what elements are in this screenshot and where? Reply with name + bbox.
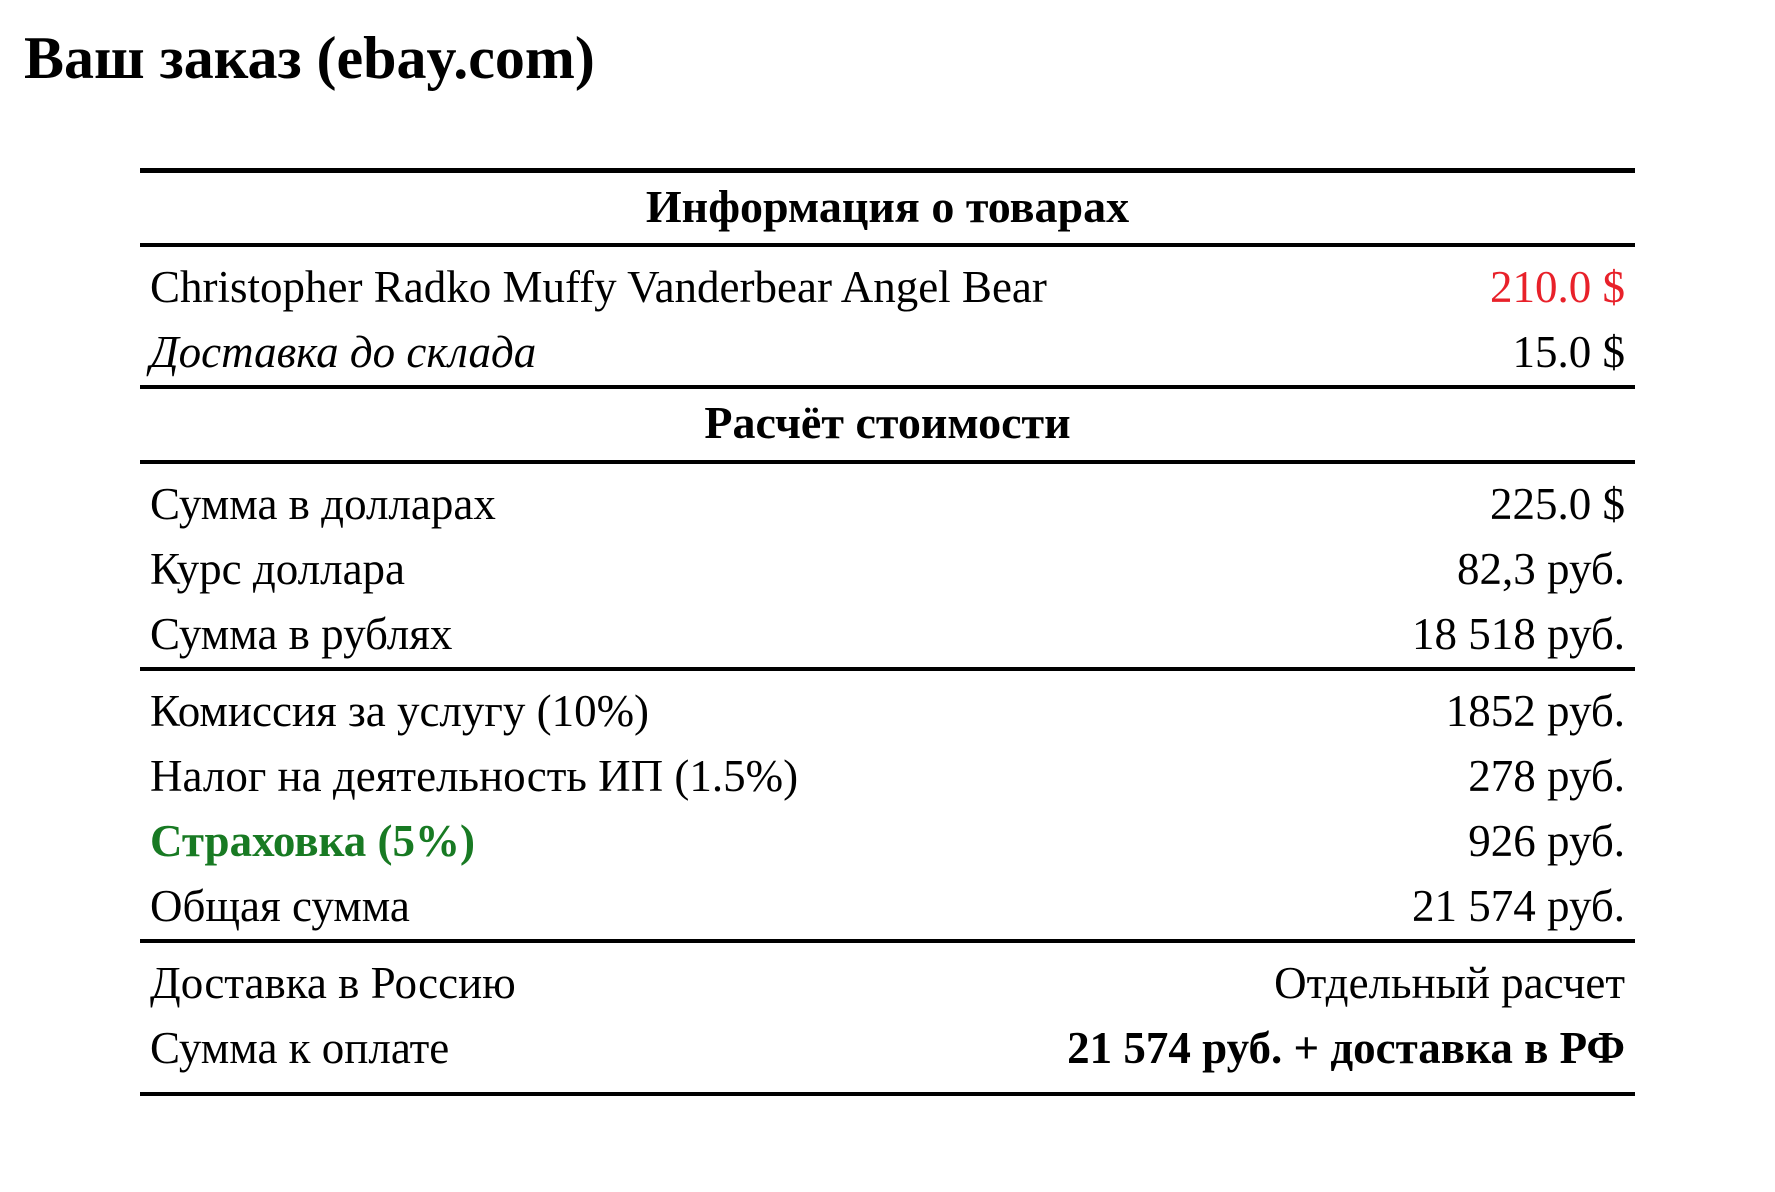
row-label: Комиссия за услугу (10%)	[150, 686, 650, 736]
row-label: Общая сумма	[150, 881, 410, 932]
table-row	[140, 602, 1635, 669]
row-label: Доставка в Россию	[150, 958, 516, 1009]
table-row	[140, 671, 1635, 744]
row-value: 21 574 руб. + доставка в РФ	[1067, 1023, 1625, 1074]
table-row-total	[140, 1016, 1635, 1081]
table-row	[140, 320, 1635, 387]
row-value: 1852 руб.	[1445, 686, 1625, 736]
table-row	[140, 537, 1635, 602]
row-value: 225.0 $	[1490, 478, 1625, 529]
row-label: Страховка (5%)	[150, 816, 476, 867]
row-label: Доставка до склада	[150, 327, 537, 378]
row-value: 926 руб.	[1468, 816, 1625, 867]
row-value: 210.0 $	[1490, 262, 1625, 313]
section-header-calculation	[140, 389, 1635, 461]
row-value: 15.0 $	[1512, 327, 1625, 378]
row-value: 18 518 руб.	[1412, 608, 1625, 659]
table-row	[140, 464, 1635, 537]
table-bottom-spacer	[140, 1082, 1635, 1094]
table-row	[140, 874, 1635, 941]
table-row	[140, 744, 1635, 809]
row-value: Отдельный расчет	[1274, 958, 1625, 1009]
table-row	[140, 943, 1635, 1016]
page-title: Ваш заказ (ebay.com)	[24, 25, 595, 91]
row-label: Курс доллара	[150, 543, 406, 594]
row-value: 278 руб.	[1468, 751, 1625, 802]
row-label: Christopher Radko Muffy Vanderbear Angel Bear	[150, 262, 1047, 313]
section-header-goods-label: Информация о товарах	[645, 181, 1130, 232]
row-value: 82,3 руб.	[1457, 543, 1625, 594]
table-row	[140, 247, 1635, 320]
row-label: Налог на деятельность ИП (1.5%)	[150, 751, 799, 802]
row-label: Сумма к оплате	[150, 1023, 450, 1074]
table-row-insurance	[140, 809, 1635, 874]
section-header-calculation-label: Расчёт стоимости	[704, 397, 1071, 449]
row-label: Сумма в рублях	[150, 608, 453, 659]
row-label: Сумма в долларах	[150, 478, 496, 529]
section-header-goods	[140, 173, 1635, 245]
table-bottom-rule	[140, 1094, 1635, 1096]
row-value: 21 574 руб.	[1412, 881, 1625, 932]
order-summary-table	[140, 168, 1635, 1096]
